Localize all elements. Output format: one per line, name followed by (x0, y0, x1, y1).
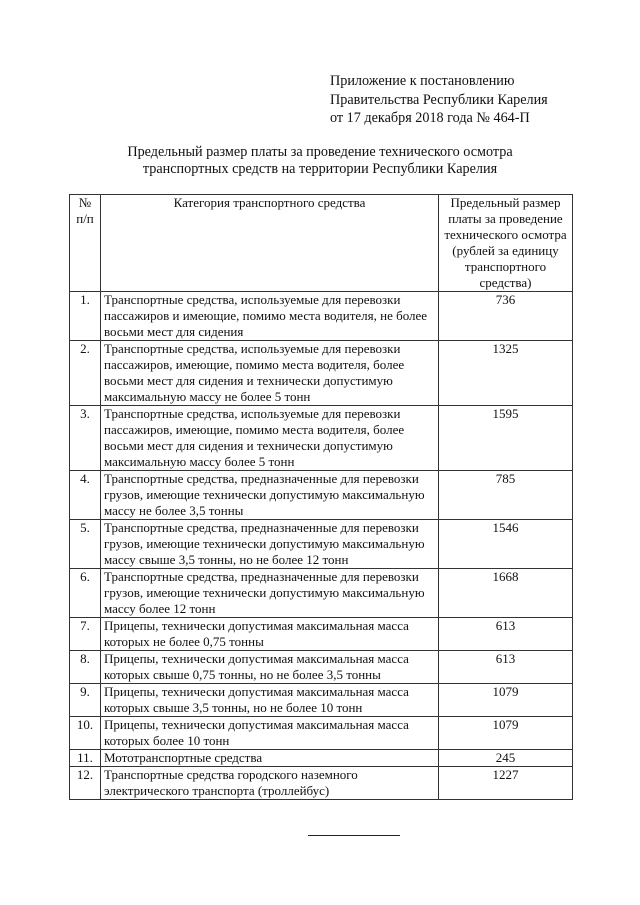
row-category: Транспортные средства, предназначенные для перевозки грузов, имеющие технически допустимую максимальную массу более 12 тонн (101, 569, 439, 618)
title-line: Предельный размер платы за проведение технического осмотра (127, 144, 513, 160)
row-fee: 785 (439, 471, 573, 520)
row-category: Мототранспортные средства (101, 750, 439, 767)
appendix-note (330, 72, 548, 128)
table-row (70, 651, 573, 684)
row-fee: 1325 (439, 341, 573, 406)
table-row (70, 618, 573, 651)
row-number: 1. (70, 292, 101, 341)
row-fee: 613 (439, 651, 573, 684)
table-header-row (70, 195, 573, 292)
row-fee: 1079 (439, 684, 573, 717)
row-fee: 1227 (439, 767, 573, 800)
header-category: Категория транспортного средства (101, 195, 439, 292)
row-fee: 736 (439, 292, 573, 341)
row-category: Прицепы, технически допустимая максимальная масса которых свыше 0,75 тонны, но не более 3,5 тонны (101, 651, 439, 684)
row-category: Транспортные средства, используемые для перевозки пассажиров и имеющие, помимо места водителя, не более восьми мест для сидения (101, 292, 439, 341)
table-row (70, 520, 573, 569)
table-row (70, 341, 573, 406)
row-fee: 1668 (439, 569, 573, 618)
row-number: 6. (70, 569, 101, 618)
table-row (70, 767, 573, 800)
row-category: Прицепы, технически допустимая максимальная масса которых свыше 3,5 тонны, но не более 10 тонн (101, 684, 439, 717)
row-category: Транспортные средства, используемые для перевозки пассажиров, имеющие, помимо места водителя, более восьми мест для сидения и технически допустимую максимальную массу более 5 тонн (101, 406, 439, 471)
row-fee: 1546 (439, 520, 573, 569)
title-line: транспортных средств на территории Республики Карелия (142, 161, 498, 177)
row-fee: 613 (439, 618, 573, 651)
row-fee: 245 (439, 750, 573, 767)
row-category: Транспортные средства, используемые для перевозки пассажиров, имеющие, помимо места водителя, более восьми мест для сидения и технически допустимую максимальную массу не более 5 тонн (101, 341, 439, 406)
table-row (70, 717, 573, 750)
row-number: 11. (70, 750, 101, 767)
row-number: 12. (70, 767, 101, 800)
row-category: Транспортные средства, предназначенные для перевозки грузов, имеющие технически допустимую максимальную массу не более 3,5 тонны (101, 471, 439, 520)
header-fee: Предельный размер платы за проведение технического осмотра (рублей за единицу транспортного средства) (439, 195, 573, 292)
appendix-line: Правительства Республики Карелия (330, 91, 548, 108)
document-title (70, 144, 570, 178)
table-row (70, 569, 573, 618)
row-category: Прицепы, технически допустимая максимальная масса которых не более 0,75 тонны (101, 618, 439, 651)
row-number: 7. (70, 618, 101, 651)
table-row (70, 406, 573, 471)
table-row (70, 471, 573, 520)
row-category: Транспортные средства городского наземного электрического транспорта (троллейбус) (101, 767, 439, 800)
row-number: 9. (70, 684, 101, 717)
end-of-document-rule (308, 835, 400, 836)
row-fee: 1079 (439, 717, 573, 750)
appendix-line: Приложение к постановлению (330, 73, 515, 89)
appendix-line: от 17 декабря 2018 года № 464-П (330, 110, 530, 126)
row-category: Прицепы, технически допустимая максимальная масса которых более 10 тонн (101, 717, 439, 750)
fee-table (69, 194, 573, 800)
row-number: 10. (70, 717, 101, 750)
table-row (70, 684, 573, 717)
row-number: 3. (70, 406, 101, 471)
row-number: 4. (70, 471, 101, 520)
table-row (70, 750, 573, 767)
row-number: 2. (70, 341, 101, 406)
row-number: 8. (70, 651, 101, 684)
table-row (70, 292, 573, 341)
header-number: № п/п (70, 195, 101, 292)
row-number: 5. (70, 520, 101, 569)
row-fee: 1595 (439, 406, 573, 471)
row-category: Транспортные средства, предназначенные для перевозки грузов, имеющие технически допустимую максимальную массу свыше 3,5 тонны, но не более 12 тонн (101, 520, 439, 569)
